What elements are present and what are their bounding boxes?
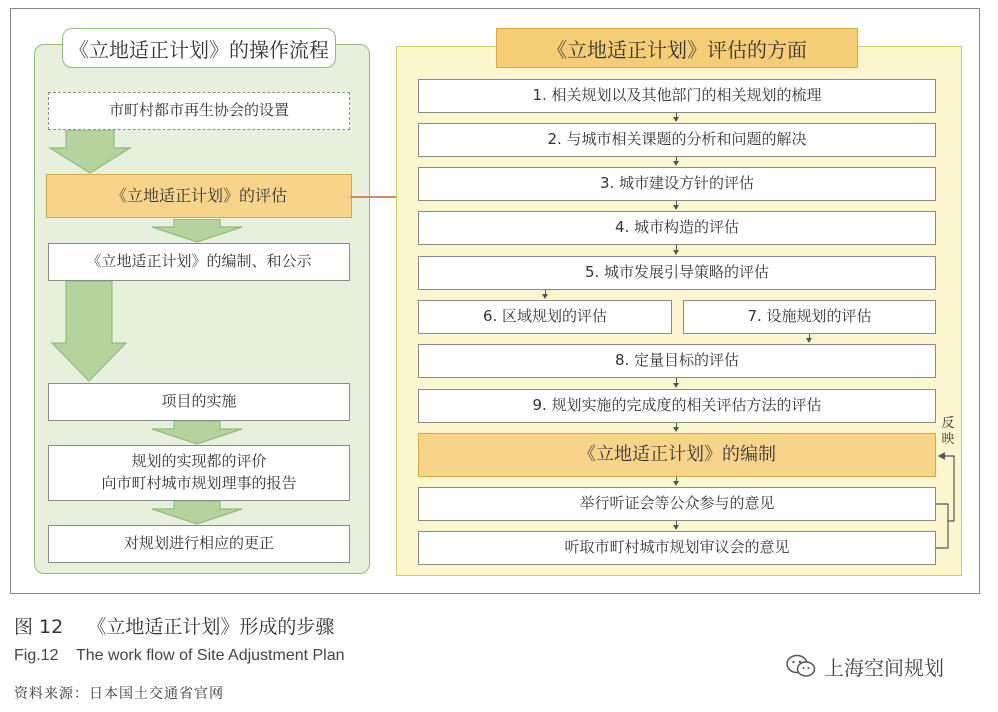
aspect-item-1: 1. 相关规划以及其他部门的相关规划的梳理 [418,79,936,113]
big-down-arrow [48,130,132,174]
feedback-loop-arrow [930,446,962,556]
aspect-item-3: 3. 城市建设方针的评估 [418,167,936,201]
small-down-arrow [150,501,244,525]
flow-arrow [673,427,679,432]
aspect-item-6: 6. 区域规划的评估 [418,300,672,334]
flow-arrow [673,205,679,210]
aspect-item-5: 5. 城市发展引导策略的评估 [418,256,936,290]
aspect-item-4: 4. 城市构造的评估 [418,211,936,245]
flow-arrow [673,525,679,530]
small-down-arrow [150,219,244,243]
flow-arrow [673,117,679,122]
step-plan-evaluation: 《立地适正计划》的评估 [46,174,352,218]
long-down-arrow [50,281,128,383]
aspect-item-8: 8. 定量目标的评估 [418,344,936,378]
step-implementation: 项目的实施 [48,383,350,421]
feedback-label: 反映 [941,416,955,447]
flow-arrow [673,481,679,486]
left-panel-title: 《立地适正计划》的操作流程 [62,28,336,68]
flow-arrow [673,383,679,388]
watermark [786,652,944,681]
step-compile-publish: 《立地适正计划》的编制、和公示 [48,243,350,281]
source-note: 资料来源：日本国土交通省官网 [14,686,224,702]
watermark-text: 上海空间规划 [824,656,944,680]
flow-arrow [673,161,679,166]
figure-caption-en: Fig.12 The work flow of Site Adjustment Plan [14,647,345,664]
step-evaluation-line: 规划的实现都的评价 [131,452,267,471]
flow-arrow [542,294,548,299]
aspect-item-7: 7. 设施规划的评估 [683,300,936,334]
plan-compile-box: 《立地适正计划》的编制 [418,433,936,477]
flow-arrow [806,338,812,343]
council-hearing-box: 听取市町村城市规划审议会的意见 [418,531,936,565]
step-report-line: 向市町村城市规划理事的报告 [101,474,297,492]
aspect-item-2: 2. 与城市相关课题的分析和问题的解决 [418,123,936,157]
step-council-setup: 市町村都市再生协会的设置 [48,92,350,130]
step-revision: 对规划进行相应的更正 [48,525,350,563]
aspect-item-9: 9. 规划实施的完成度的相关评估方法的评估 [418,389,936,423]
step-evaluation-report [48,445,350,501]
flow-arrow [673,250,679,255]
wechat-icon [786,654,816,680]
figure-caption-cn: 图 12 《立地适正计划》形成的步骤 [14,616,335,638]
public-hearing-box: 举行听证会等公众参与的意见 [418,487,936,521]
small-down-arrow [150,421,244,445]
right-panel-title: 《立地适正计划》评估的方面 [496,28,858,68]
